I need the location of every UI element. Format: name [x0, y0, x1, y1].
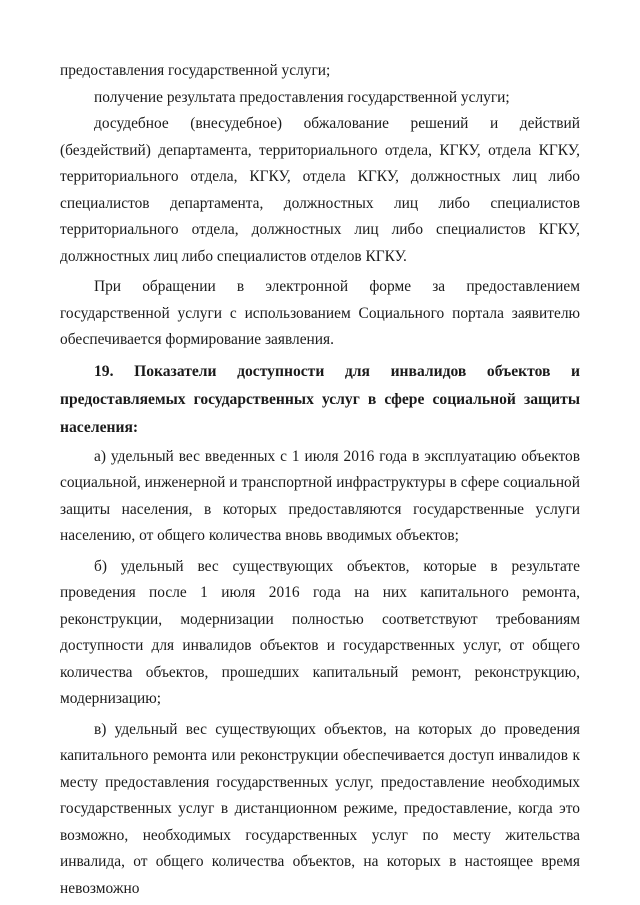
list-item-a: а) удельный вес введенных с 1 июля 2016 года в эксплуатацию объектов социальной, инженерной и транспортной инфраструктуры в сфере социальной защиты населения, в которых предоставляются государственные услуги населению, от общего количества вновь вводимых объектов; [60, 447, 580, 544]
paragraph-electronic-form: При обращении в электронной форме за предоставлением государственной услуги с использованием Социального портала заявителю обеспечивается формирование заявления. [60, 278, 580, 348]
section-heading: 19. Показатели доступности для инвалидов объектов и предоставляемых государственных услуг в сфере социальной защиты населения: [60, 362, 580, 436]
text-line-continuation: предоставления государственной услуги; [60, 62, 331, 79]
paragraph-result: получение результата предоставления государственной услуги; [94, 88, 510, 106]
paragraph-appeal: досудебное (внесудебное) обжалование решений и действий (бездействий) департамента, территориального отдела, КГКУ, отдела КГКУ, территориального отдела, КГКУ, отдела КГКУ, должностных лиц либо специалистов департамента, должностных лиц либо специалистов территориального отдела, должностных лиц либо специалистов КГКУ, должностных лиц либо специалистов отделов КГКУ. [60, 115, 580, 265]
list-item-b: б) удельный вес существующих объектов, которые в результате проведения после 1 июля 2016 года на них капитального ремонта, реконструкции, модернизации полностью соответствуют требованиям доступности для инвалидов объектов и государственных услуг, от общего количества объектов, прошедших капитальный ремонт, реконструкцию, модернизацию; [60, 557, 580, 707]
list-item-v: в) удельный вес существующих объектов, на которых до проведения капитального ремонта или реконструкции обеспечивается доступ инвалидов к месту предоставления государственных услуг, предоставление необходимых государственных услуг в дистанционном режиме, предоставление, когда это возможно, необходимых государственных услуг по месту жительства инвалида, от общего количества объектов, на которых в настоящее время невозможно [60, 720, 580, 897]
